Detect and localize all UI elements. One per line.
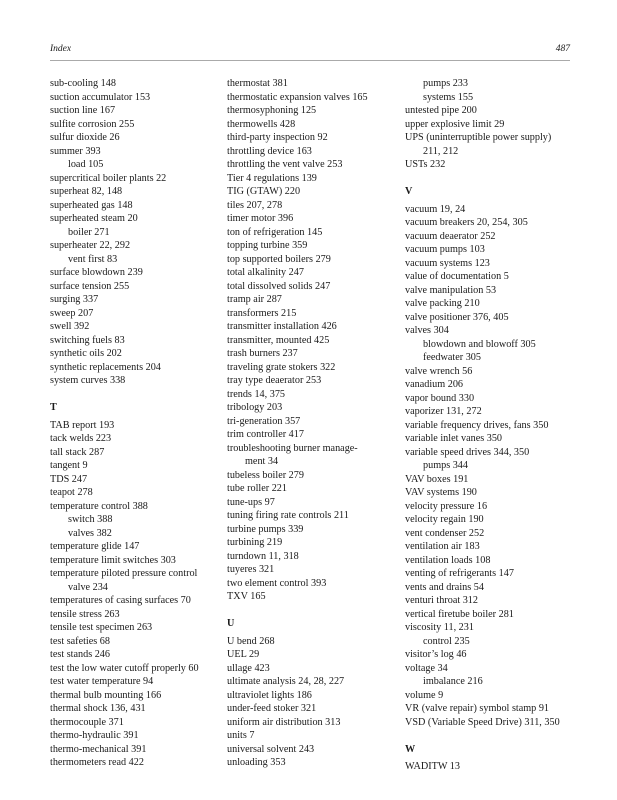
index-subentry: load 105 [68, 159, 104, 170]
index-subentry: blowdown and blowoff 305 [423, 338, 536, 350]
index-entry: ultraviolet lights 186 [227, 689, 312, 701]
index-entry: troubleshooting burner manage- [227, 442, 358, 454]
index-entry: tube roller 221 [227, 483, 287, 494]
index-entry: vacuum systems 123 [405, 257, 490, 269]
index-entry: valve manipulation 53 [405, 284, 497, 296]
index-entry: tuyeres 321 [227, 564, 275, 575]
index-entry: thermowells 428 [227, 118, 296, 130]
index-entry: sub-cooling 148 [50, 78, 116, 89]
index-entry: total alkalinity 247 [227, 267, 304, 278]
index-entry: unloading 353 [227, 757, 286, 768]
index-entry: test the low water cutoff properly 60 [50, 662, 199, 674]
index-entry: voltage 34 [405, 662, 448, 674]
index-entry: test safeties 68 [50, 635, 110, 647]
index-entry: throttling the vent valve 253 [227, 159, 343, 170]
index-entry: visitor’s log 46 [405, 649, 467, 660]
index-entry: thermometers read 422 [50, 757, 144, 768]
index-entry: velocity regain 190 [405, 514, 484, 525]
index-entry: thermosyphoning 125 [227, 105, 317, 116]
index-entry: suction line 167 [50, 105, 116, 116]
index-entry: TDS 247 [50, 473, 88, 485]
index-entry: WADITW 13 [405, 761, 460, 772]
index-entry: Tier 4 regulations 139 [227, 172, 317, 184]
index-entry: valves 304 [405, 325, 449, 336]
index-entry: trends 14, 375 [227, 388, 286, 400]
index-entry: suction accumulator 153 [50, 91, 151, 103]
index-entry: vacuum 19, 24 [405, 203, 466, 215]
index-entry: vaporizer 131, 272 [405, 406, 482, 417]
index-entry: tri-generation 357 [227, 415, 301, 427]
index-entry: thermal shock 136, 431 [50, 703, 146, 714]
running-head-section: Index [50, 44, 72, 54]
index-entry: vapor bound 330 [405, 392, 475, 404]
index-entry: sulfite corrosion 255 [50, 118, 135, 130]
index-entry: U bend 268 [227, 635, 275, 647]
index-entry: VR (valve repair) symbol stamp 91 [405, 703, 550, 714]
index-entry: test water temperature 94 [50, 676, 154, 687]
index-entry: temperature control 388 [50, 500, 148, 512]
index-entry: surface tension 255 [50, 280, 130, 292]
index-column-2 [227, 77, 395, 770]
index-entry: uniform air distribution 313 [227, 716, 341, 728]
index-entry: under-feed stoker 321 [227, 703, 317, 714]
index-entry: thermo-mechanical 391 [50, 743, 147, 755]
index-entry: valve packing 210 [405, 298, 480, 309]
index-entry: superheat 82, 148 [50, 186, 123, 197]
index-subentry: pumps 344 [423, 460, 468, 471]
header-rule [50, 60, 570, 61]
index-entry: system curves 338 [50, 375, 126, 386]
index-entry: switching fuels 83 [50, 334, 125, 346]
index-column-1 [50, 77, 220, 770]
index-entry: temperature glide 147 [50, 541, 140, 552]
index-entry: test stands 246 [50, 649, 110, 660]
index-entry: ton of refrigeration 145 [227, 226, 323, 238]
index-entry: tuning firing rate controls 211 [227, 510, 349, 521]
index-entry: thermostat 381 [227, 78, 288, 89]
index-entry: vertical firetube boiler 281 [405, 608, 514, 620]
index-entry: surging 337 [50, 294, 99, 305]
page-number: 487 [555, 44, 570, 54]
section-letter-heading: V [405, 186, 413, 197]
index-entry: tall stack 287 [50, 446, 105, 458]
index-entry: sulfur dioxide 26 [50, 132, 120, 143]
index-entry: vacuum breakers 20, 254, 305 [405, 217, 528, 228]
index-entry: turndown 11, 318 [227, 550, 299, 562]
index-entry: UPS (uninterruptible power supply) [405, 132, 552, 143]
index-entry: timer motor 396 [227, 213, 294, 224]
index-entry: thermo-hydraulic 391 [50, 730, 139, 741]
index-entry: value of documentation 5 [405, 271, 509, 282]
index-entry: TAB report 193 [50, 419, 115, 431]
index-entry: third-party inspection 92 [227, 132, 328, 143]
index-entry: tensile test specimen 263 [50, 622, 153, 633]
index-subentry: boiler 271 [68, 226, 110, 238]
index-column-3 [405, 77, 575, 774]
index-entry: temperature limit switches 303 [50, 554, 176, 566]
index-entry: tiles 207, 278 [227, 199, 283, 211]
index-entry: vacuum deaerator 252 [405, 230, 496, 242]
index-entry: tangent 9 [50, 460, 88, 471]
index-entry: surface blowdown 239 [50, 267, 143, 278]
index-entry: ultimate analysis 24, 28, 227 [227, 676, 345, 687]
index-subentry: control 235 [423, 635, 470, 647]
index-entry: superheated steam 20 [50, 213, 138, 224]
index-entry: sweep 207 [50, 307, 94, 319]
section-letter-heading: T [50, 402, 57, 413]
index-entry: universal solvent 243 [227, 743, 315, 755]
index-entry: temperatures of casing surfaces 70 [50, 595, 191, 606]
index-entry: supercritical boiler plants 22 [50, 172, 167, 184]
index-entry: USTs 232 [405, 159, 446, 170]
index-entry: valve positioner 376, 405 [405, 311, 509, 323]
index-entry: swell 392 [50, 321, 90, 332]
index-subentry: switch 388 [68, 514, 113, 525]
index-entry: variable inlet vanes 350 [405, 433, 503, 444]
index-entry: two element control 393 [227, 577, 327, 589]
index-entry: teapot 278 [50, 487, 93, 498]
section-letter-heading: W [405, 743, 416, 755]
section-letter-heading: U [227, 618, 235, 629]
index-entry-continuation: valve 234 [68, 581, 108, 593]
index-entry: valve wrench 56 [405, 365, 473, 377]
index-entry: superheated gas 148 [50, 199, 133, 211]
index-entry: units 7 [227, 730, 255, 741]
index-entry: temperature piloted pressure control [50, 568, 198, 579]
index-entry: turbining 219 [227, 537, 283, 548]
index-subentry: valves 382 [68, 527, 112, 539]
page-header [50, 44, 570, 58]
index-entry: velocity pressure 16 [405, 500, 488, 512]
index-entry: synthetic replacements 204 [50, 361, 161, 373]
index-entry: tray type deaerator 253 [227, 375, 322, 386]
index-entry: venturi throat 312 [405, 595, 478, 606]
index-entry: tribology 203 [227, 402, 283, 413]
index-entry: untested pipe 200 [405, 105, 477, 116]
index-entry: superheater 22, 292 [50, 240, 131, 251]
index-subentry: pumps 233 [423, 78, 468, 89]
index-entry: tubeless boiler 279 [227, 469, 304, 481]
index-entry: vent condenser 252 [405, 527, 485, 539]
index-entry: ventilation air 183 [405, 541, 480, 552]
index-entry: upper explosive limit 29 [405, 118, 505, 130]
index-entry: transformers 215 [227, 307, 297, 319]
index-entry: trim controller 417 [227, 429, 304, 440]
index-entry-continuation: 211, 212 [423, 145, 459, 157]
index-entry: vanadium 206 [405, 379, 464, 390]
index-entry: synthetic oils 202 [50, 348, 122, 359]
index-entry: vacuum pumps 103 [405, 244, 485, 255]
index-entry: variable frequency drives, fans 350 [405, 419, 549, 431]
index-entry: ullage 423 [227, 662, 270, 674]
index-entry: tune-ups 97 [227, 496, 275, 508]
index-entry: tramp air 287 [227, 294, 282, 305]
index-entry: volume 9 [405, 689, 444, 701]
index-entry: topping turbine 359 [227, 240, 308, 251]
index-entry: variable speed drives 344, 350 [405, 446, 530, 458]
index-entry: top supported boilers 279 [227, 253, 331, 265]
index-entry: TXV 165 [227, 591, 266, 602]
index-subentry: feedwater 305 [423, 352, 481, 363]
index-entry: throttling device 163 [227, 145, 312, 157]
index-entry: UEL 29 [227, 649, 260, 660]
index-entry: transmitter, mounted 425 [227, 334, 330, 346]
index-entry: transmitter installation 426 [227, 321, 337, 332]
index-entry: ventilation loads 108 [405, 554, 491, 566]
index-entry: VAV boxes 191 [405, 473, 469, 485]
index-entry: VSD (Variable Speed Drive) 311, 350 [405, 716, 560, 728]
index-entry: turbine pumps 339 [227, 523, 304, 535]
index-entry: thermocouple 371 [50, 716, 124, 728]
index-subentry: systems 155 [423, 91, 474, 103]
index-entry: tensile stress 263 [50, 608, 120, 620]
index-entry: viscosity 11, 231 [405, 622, 474, 633]
index-entry: thermostatic expansion valves 165 [227, 91, 368, 103]
index-entry: vents and drains 54 [405, 581, 484, 593]
index-subentry: vent first 83 [68, 253, 118, 265]
index-entry: VAV systems 190 [405, 487, 477, 498]
index-entry: summer 393 [50, 145, 101, 157]
index-entry: traveling grate stokers 322 [227, 361, 336, 373]
index-entry: TIG (GTAW) 220 [227, 186, 301, 197]
index-entry: venting of refrigerants 147 [405, 568, 514, 579]
index-entry: trash burners 237 [227, 348, 298, 359]
index-entry-continuation: ment 34 [245, 456, 279, 467]
index-subentry: imbalance 216 [423, 676, 483, 687]
index-entry: thermal bulb mounting 166 [50, 689, 162, 701]
index-entry: tack welds 223 [50, 433, 112, 444]
index-entry: total dissolved solids 247 [227, 280, 331, 292]
